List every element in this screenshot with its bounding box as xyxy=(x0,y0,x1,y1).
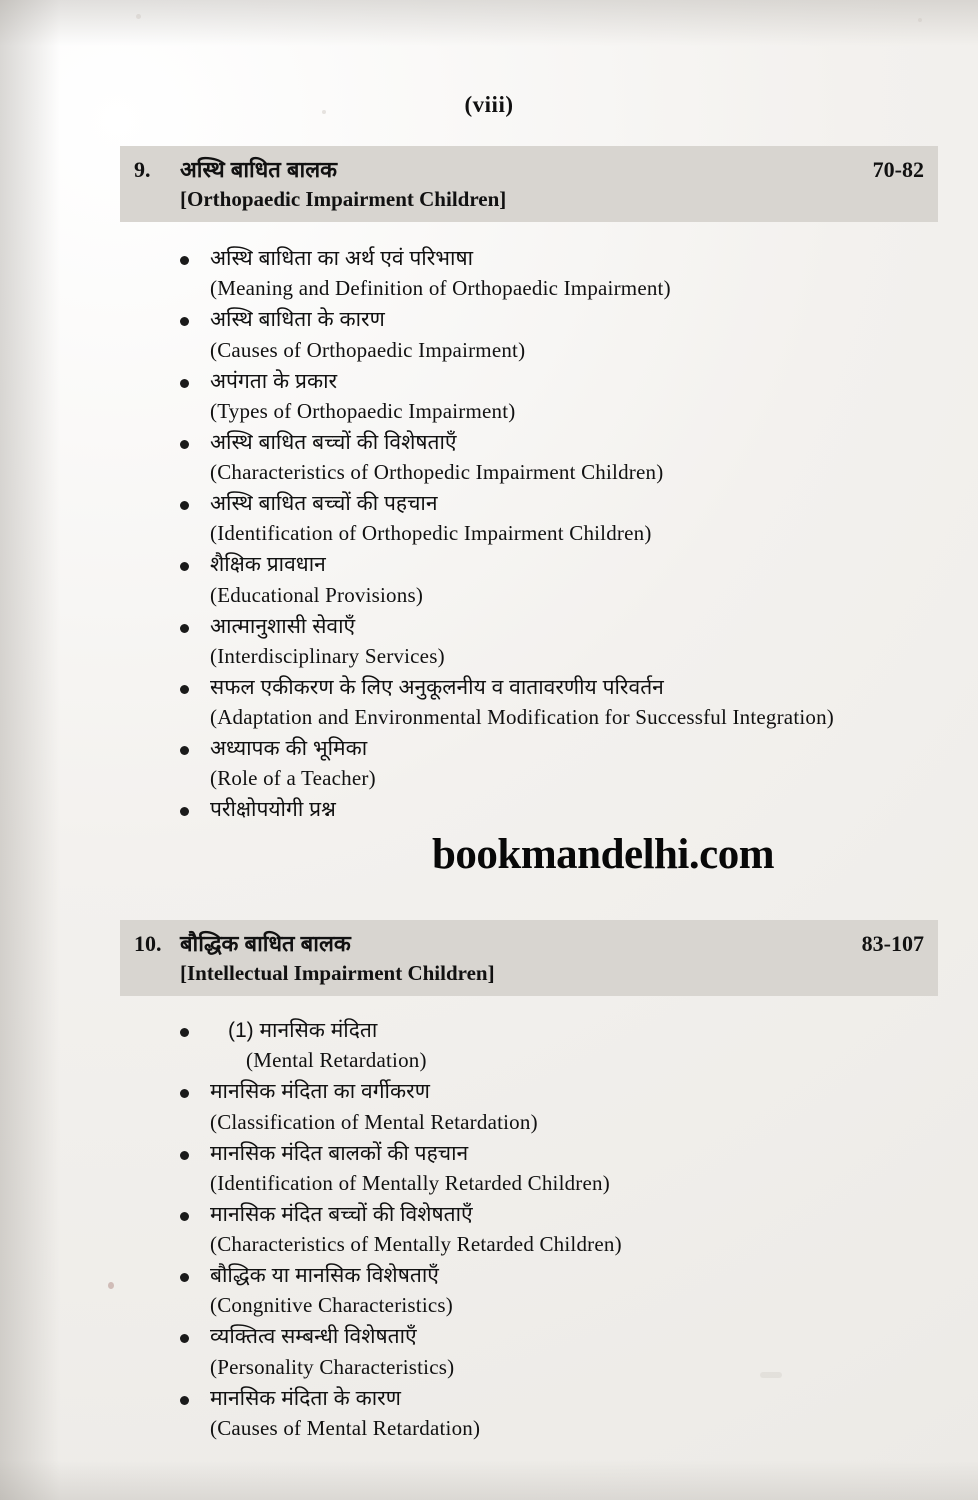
toc-list-10 xyxy=(168,1016,958,1445)
chapter-number-10: 10. xyxy=(134,931,162,956)
list-item xyxy=(168,612,958,672)
item-hindi: बौद्धिक या मानसिक विशेषताएँ xyxy=(210,1264,439,1287)
list-item xyxy=(168,1077,958,1137)
item-english: (Characteristics of Orthopedic Impairment Children) xyxy=(210,460,664,485)
chapter-title-english-10: [Intellectual Impairment Children] xyxy=(180,961,495,985)
bullet-icon xyxy=(180,256,189,265)
item-english: (Personality Characteristics) xyxy=(210,1354,455,1379)
item-hindi: अस्थि बाधिता के कारण xyxy=(210,308,385,332)
chapter-title-english-9: [Orthopaedic Impairment Children] xyxy=(180,187,507,211)
list-item xyxy=(168,367,958,427)
item-hindi: अस्थि बाधित बच्चों की पहचान xyxy=(210,492,438,515)
item-english: (Types of Orthopaedic Impairment) xyxy=(210,398,516,423)
site-watermark: bookmandelhi.com xyxy=(432,831,775,878)
item-hindi: मानसिक मंदिता के कारण xyxy=(210,1386,401,1410)
item-hindi: मानसिक मंदित बालकों की पहचान xyxy=(210,1141,469,1165)
chapter-number-9: 9. xyxy=(134,157,151,182)
item-english: (Identification of Mentally Retarded Children) xyxy=(210,1170,610,1195)
item-hindi: मानसिक मंदिता का वर्गीकरण xyxy=(210,1080,430,1104)
list-item xyxy=(168,1261,958,1321)
item-english: (Causes of Orthopaedic Impairment) xyxy=(210,337,526,362)
list-item xyxy=(168,305,958,365)
paper-speck xyxy=(108,1282,114,1289)
item-english: (Educational Provisions) xyxy=(210,582,424,607)
toc-list-9 xyxy=(168,244,958,827)
item-english: (Characteristics of Mentally Retarded Children) xyxy=(210,1232,622,1257)
list-item xyxy=(168,244,958,304)
item-hindi: अपंगता के प्रकार xyxy=(210,369,338,393)
item-english: (Classification of Mental Retardation) xyxy=(210,1109,538,1134)
bullet-icon xyxy=(180,807,189,816)
item-english: (Interdisciplinary Services) xyxy=(210,643,445,668)
bullet-icon xyxy=(180,379,189,388)
item-hindi: परीक्षोपयोगी प्रश्न xyxy=(210,798,336,822)
chapter-header-10 xyxy=(120,920,938,996)
bullet-icon xyxy=(180,1151,189,1160)
bullet-icon xyxy=(180,624,189,633)
list-item xyxy=(168,1139,958,1199)
bullet-icon xyxy=(180,317,189,326)
item-hindi: अस्थि बाधित बच्चों की विशेषताएँ xyxy=(210,430,457,454)
list-item xyxy=(168,1016,958,1076)
item-hindi: मानसिक मंदित बच्चों की विशेषताएँ xyxy=(210,1202,473,1226)
bullet-icon xyxy=(180,746,189,755)
bullet-icon xyxy=(180,1396,189,1405)
bullet-icon xyxy=(180,1212,189,1221)
item-hindi: व्यक्तित्व सम्बन्धी विशेषताएँ xyxy=(210,1325,417,1349)
list-item xyxy=(168,673,958,733)
item-hindi: (1) मानसिक मंदिता xyxy=(228,1019,378,1042)
item-english: (Role of a Teacher) xyxy=(210,766,376,791)
item-hindi: अध्यापक की भूमिका xyxy=(210,737,368,760)
item-english: (Causes of Mental Retardation) xyxy=(210,1415,481,1440)
bullet-icon xyxy=(180,501,189,510)
bullet-icon xyxy=(180,1028,189,1037)
bullet-icon xyxy=(180,1334,189,1343)
item-hindi: अस्थि बाधिता का अर्थ एवं परिभाषा xyxy=(210,247,474,270)
paper-speck xyxy=(918,18,922,22)
list-item xyxy=(168,1200,958,1260)
chapter-pages-9: 70-82 xyxy=(872,157,924,182)
chapter-pages-10: 83-107 xyxy=(861,931,924,956)
page-edge-shading-top xyxy=(0,0,978,46)
item-hindi: सफल एकीकरण के लिए अनुकूलनीय व वातावरणीय परिवर्तन xyxy=(210,675,664,699)
chapter-title-hindi-10: बौद्धिक बाधित बालक xyxy=(180,931,351,956)
bullet-icon xyxy=(180,1089,189,1098)
paper-speck xyxy=(136,14,141,19)
page-edge-shading-bottom xyxy=(0,1460,978,1500)
list-item xyxy=(168,489,958,549)
list-item xyxy=(168,428,958,488)
bullet-icon xyxy=(180,685,189,694)
list-item xyxy=(168,1322,958,1382)
page-edge-shading-left xyxy=(0,0,60,1500)
item-hindi: आत्मानुशासी सेवाएँ xyxy=(210,614,356,638)
item-english: (Mental Retardation) xyxy=(246,1048,427,1073)
bullet-icon xyxy=(180,440,189,449)
chapter-title-hindi-9: अस्थि बाधित बालक xyxy=(180,157,338,182)
page-folio: (viii) xyxy=(464,92,514,117)
bullet-icon xyxy=(180,1273,189,1282)
item-english: (Meaning and Definition of Orthopaedic Impairment) xyxy=(210,276,671,301)
item-english: (Congnitive Characteristics) xyxy=(210,1293,453,1318)
item-english: (Identification of Orthopedic Impairment Children) xyxy=(210,521,652,546)
list-item xyxy=(168,1384,958,1444)
bullet-icon xyxy=(180,562,189,571)
list-item xyxy=(168,795,958,825)
list-item xyxy=(168,734,958,794)
item-english: (Adaptation and Environmental Modification for Successful Integration) xyxy=(210,705,834,730)
list-item xyxy=(168,550,958,610)
chapter-header-9 xyxy=(120,146,938,222)
item-hindi: शैक्षिक प्रावधान xyxy=(210,553,326,577)
